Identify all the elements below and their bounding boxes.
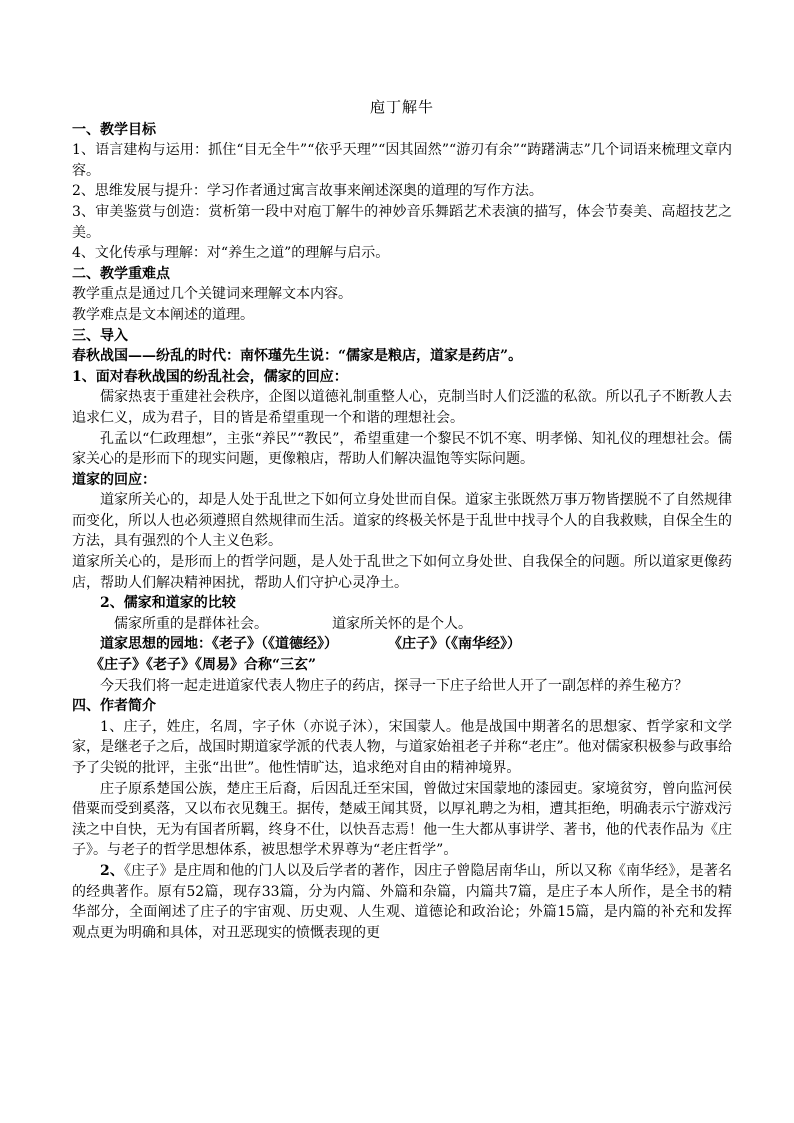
section-heading-goals: 一、教学目标 [72, 121, 156, 138]
paragraph-book-number: 2、 [100, 862, 125, 879]
three-mysteries-line: 《庄子》《老子》《周易》合称“三玄” [90, 657, 317, 674]
paragraph-taoist-1: 道家所关心的，却是人处于乱世之下如何立身处世而自保。道家主张既然万事万物皆摆脱不了自然规律而变化，所以人也必须遵照自然规律而生活。道家的终极关怀是于乱世中找寻个人的自我救赎，自保全生的方法，具有强烈的个人主义色彩。 [72, 492, 732, 550]
section-heading-key-points: 二、教学重难点 [72, 265, 170, 282]
goal-4: 4、文化传承与理解：对“养生之道”的理解与启示。 [72, 245, 390, 262]
subheading-taoist-response: 道家的回应： [72, 471, 156, 488]
paragraph-author-1: 1、庄子，姓庄，名周，字子休（亦说子沐），宋国蒙人。他是战国中期著名的思想家、哲学家和文学家，是继老子之后，战国时期道家学派的代表人物，与道家始祖老子并称“老庄”。他对儒家积极参与政事给予了尖锐的批评，主张“出世”。他性情旷达，追求绝对自由的精神境界。 [72, 718, 732, 776]
goal-2: 2、思维发展与提升：学习作者通过寓言故事来阐述深奥的道理的写作方法。 [72, 183, 543, 200]
paragraph-confucian-2: 孔孟以“仁政理想”，主张“养民”“教民”，希望重建一个黎民不饥不寒、明孝悌、知礼仪的理想社会。儒家关心的是形而下的现实问题，更像粮店，帮助人们解决温饱等实际问题。 [72, 430, 732, 468]
key-point-2: 教学难点是文本阐述的道理。 [72, 306, 254, 323]
paragraph-confucian-1: 儒家热衷于重建社会秩序，企图以道德礼制重整人心，克制当时人们泛滥的私欲。所以孔子不断教人去追求仁义，成为君子，目的皆是希望重现一个和谐的理想社会。 [72, 389, 732, 426]
taoist-garden-zhuangzi: 《庄子》（《南华经》） [388, 636, 521, 653]
goal-3: 3、审美鉴赏与创造：赏析第一段中对庖丁解牛的神妙音乐舞蹈艺术表演的描写，体会节奏美、高超技艺之美。 [72, 203, 732, 241]
section-heading-author: 四、作者简介 [72, 698, 156, 715]
document-title: 庖丁解牛 [369, 98, 434, 116]
intro-quote: 春秋战国——纷乱的时代：南怀瑾先生说：“儒家是粮店，道家是药店”。 [72, 348, 523, 365]
section-heading-intro: 三、导入 [72, 327, 128, 344]
comparison-taoist: 道家所关怀的是个人。 [332, 615, 472, 632]
comparison-confucian: 儒家所重的是群体社会。 [114, 615, 268, 632]
paragraph-book [72, 861, 732, 943]
paragraph-author-2: 庄子原系楚国公族，楚庄王后裔，后因乱迁至宋国，曾做过宋国蒙地的漆园吏。家境贫穷，曾向监河侯借粟而受到奚落，又以布衣见魏王。据传，楚威王闻其贤，以厚礼聘之为相，遭其拒绝，明确表示宁游戏污渎之中自快，无为有国者所羁，终身不仕，以快吾志焉！他一生大都从事讲学、著书，他的代表作品为《庄子》。与老子的哲学思想体系，被思想学术界尊为“老庄哲学”。 [72, 780, 732, 859]
key-point-1: 教学重点是通过几个关键词来理解文本内容。 [72, 286, 352, 303]
comparison-line [72, 614, 732, 635]
subheading-comparison: 2、儒家和道家的比较 [100, 595, 236, 612]
taoist-garden-laozi: 道家思想的园地：《老子》（《道德经》） [100, 636, 338, 653]
paragraph-taoist-2: 道家所关心的，是形而上的哲学问题，是人处于乱世之下如何立身处世、自我保全的问题。所以道家更像药店，帮助人们解决精神困扰，帮助人们守护心灵净土。 [72, 554, 732, 591]
goal-1: 1、语言建构与运用：抓住“目无全牛”“依乎天理”“因其固然”“游刃有余”“踌躇满志”几个词语来梳理文章内容。 [72, 142, 732, 179]
taoist-garden-line [72, 634, 732, 655]
subheading-confucian-response: 1、面对春秋战国的纷乱社会，儒家的回应： [72, 368, 348, 385]
paragraph-book-text: 《庄子》是庄周和他的门人以及后学者的著作，因庄子曾隐居南华山，所以又称《南华经》，是著名的经典著作。原有52篇，现存33篇，分为内篇、外篇和杂篇，内篇共7篇，是庄子本人所作，是全书的精华部分，全面阐述了庄子的宇宙观、历史观、人生观、道德论和政治论；外篇15篇，是内篇的补充和发挥观点更为明确和具体，对丑恶现实的愤慨表现的更 [72, 862, 733, 941]
document-page [72, 97, 732, 943]
paragraph-transition: 今天我们将一起走进道家代表人物庄子的药店，探寻一下庄子给世人开了一副怎样的养生秘方？ [100, 677, 688, 694]
